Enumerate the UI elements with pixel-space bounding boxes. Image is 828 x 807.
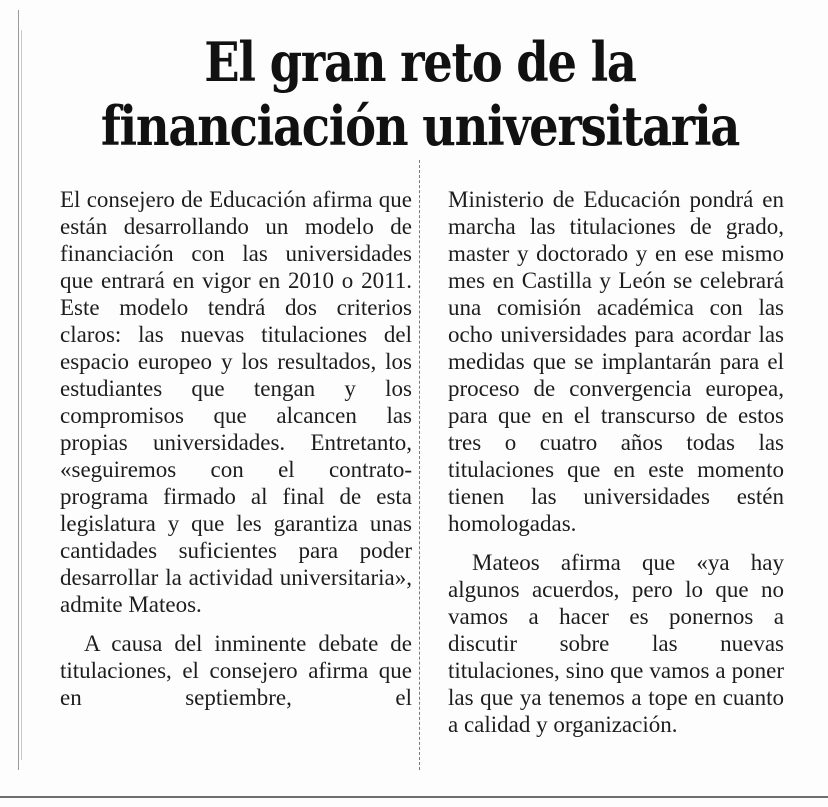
page-edge-shadow: [21, 30, 22, 760]
bottom-rule: [0, 796, 828, 798]
left-paragraph-1: El consejero de Educación afirma que están desarrollando un modelo de financiación con las universidades que entrará en vigor en 2010 o 2011. Este modelo tendrá dos criterios claros: las nuevas titulaciones del espacio europeo y los resultados, los estudiantes que tengan y los compromisos que alcancen las propias universidades. Entretanto, «seguiremos con el contrato-programa firmado al final de esta legislatura y que les garantiza unas cantidades suficientes para poder desarrollar la actividad universitaria», admite Mateos.: [60, 187, 412, 617]
column-divider: [419, 160, 421, 770]
left-column: [60, 186, 412, 711]
page-edge-line: [18, 10, 19, 770]
right-paragraph-2: Mateos afirma que «ya hay algunos acuerdos, pero lo que no vamos a hacer es ponernos a discutir sobre las nuevas titulaciones, sino que vamos a poner las que ya tenemos a tope en cuanto a calidad y organización.: [448, 550, 784, 737]
right-paragraph-1: Ministerio de Educación pondrá en marcha las titulaciones de grado, master y doctorado y en ese mismo mes en Castilla y León se celebrará una comisión académica con las ocho universidades para acordar las medidas que se implantarán para el proceso de convergencia europea, para que en el transcurso de estos tres o cuatro años todas las titulaciones que en este momento tienen las universidades estén homologadas.: [448, 187, 784, 536]
left-paragraph-2: A causa del inminente debate de titulaciones, el consejero afirma que en septiembre, el: [60, 631, 412, 710]
right-column: [448, 186, 784, 738]
article-headline: El gran reto de la financiación universitaria: [100, 30, 740, 158]
